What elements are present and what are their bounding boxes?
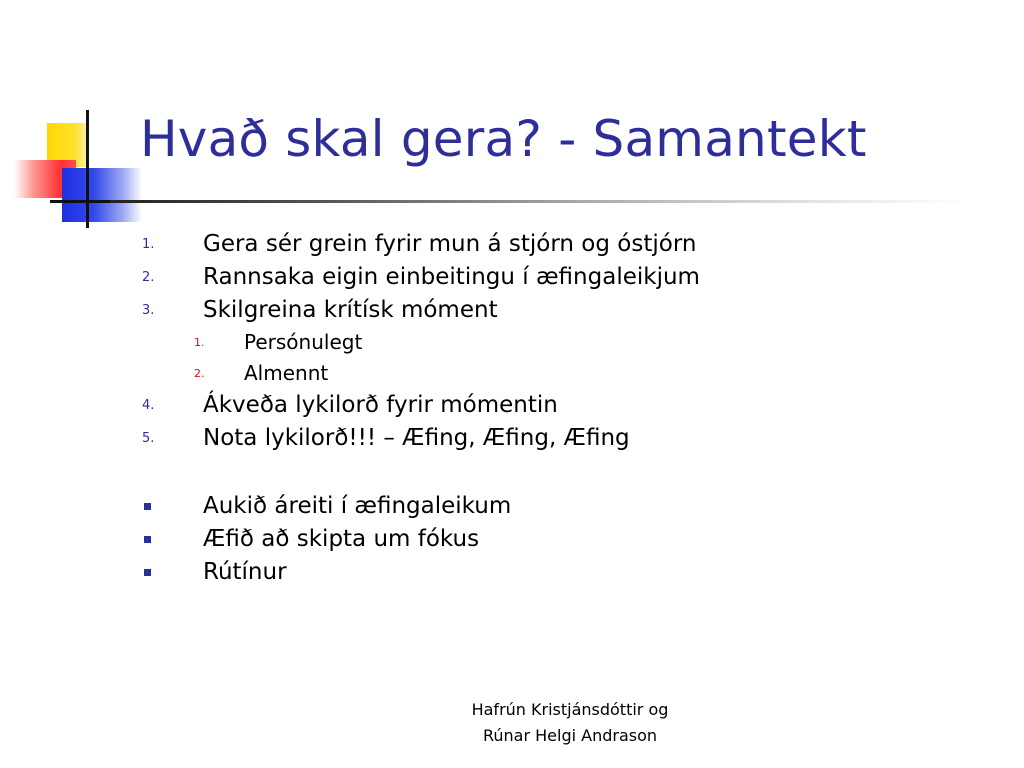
slide-title: Hvað skal gera? - Samantekt	[140, 110, 867, 168]
list-number: 1.	[142, 237, 155, 252]
sub-list-item	[140, 358, 980, 389]
sub-list-number: 1.	[194, 336, 205, 349]
sub-list-text: Almennt	[244, 361, 329, 385]
list-item	[140, 294, 980, 327]
square-bullet-icon	[144, 569, 151, 576]
sub-list-item	[140, 327, 980, 358]
square-bullet-icon	[144, 503, 151, 510]
title-underline	[110, 200, 970, 203]
list-text: Nota lykilorð!!! – Æfing, Æfing, Æfing	[203, 425, 630, 451]
bullet-item	[140, 523, 980, 556]
list-number: 5.	[142, 431, 155, 446]
logo-horizontal-line	[50, 200, 110, 203]
bullet-text: Æfið að skipta um fókus	[203, 526, 480, 552]
bullet-item	[140, 556, 980, 589]
logo-vertical-line	[86, 110, 89, 228]
list-item	[140, 422, 980, 455]
list-number: 2.	[142, 270, 155, 285]
slide-footer	[420, 697, 720, 749]
sub-list-text: Persónulegt	[244, 330, 363, 354]
bullet-text: Rútínur	[203, 559, 287, 585]
list-number: 4.	[142, 398, 155, 413]
bullet-text: Aukið áreiti í æfingaleikum	[203, 493, 512, 519]
slide-body	[140, 228, 980, 589]
bullet-item	[140, 490, 980, 523]
list-text: Gera sér grein fyrir mun á stjórn og óstjórn	[203, 231, 697, 257]
list-text: Rannsaka eigin einbeitingu í æfingaleikjum	[203, 264, 700, 290]
list-spacer	[140, 455, 980, 490]
list-text: Ákveða lykilorð fyrir mómentin	[203, 392, 558, 418]
list-text: Skilgreina krítísk móment	[203, 297, 498, 323]
blue-square	[62, 168, 142, 222]
list-item	[140, 389, 980, 422]
list-item	[140, 261, 980, 294]
footer-line-2: Rúnar Helgi Andrason	[482, 726, 658, 745]
square-bullet-icon	[144, 536, 151, 543]
footer-line-1: Hafrún Kristjánsdóttir og	[471, 700, 669, 719]
sub-list-number: 2.	[194, 367, 205, 380]
list-number: 3.	[142, 303, 155, 318]
colored-squares-logo-icon	[0, 0, 150, 240]
list-item	[140, 228, 980, 261]
